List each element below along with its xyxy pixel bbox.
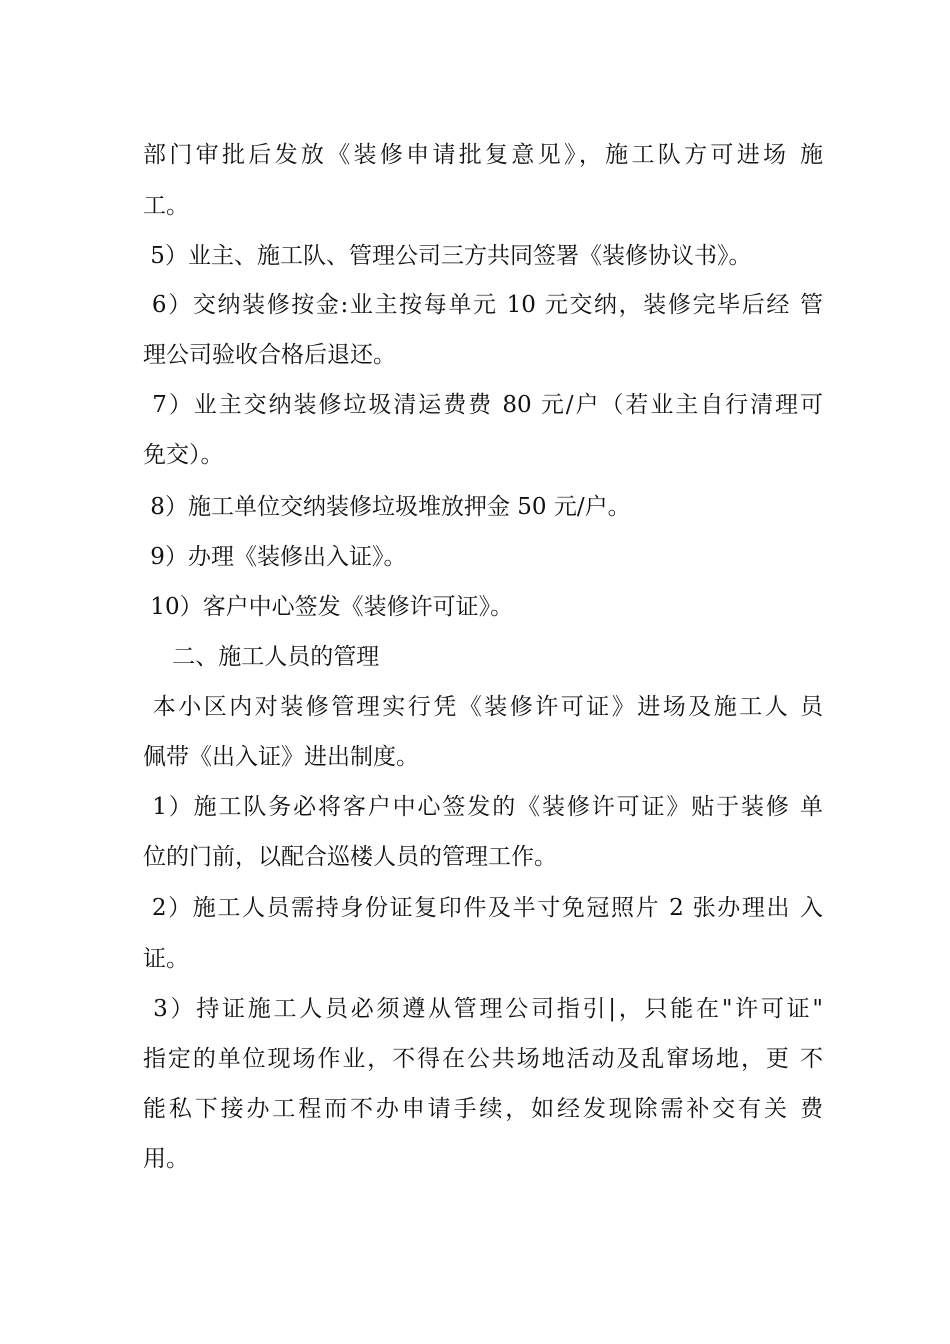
text-line: 8）施工单位交纳装修垃圾堆放押金 50 元/户。 [143,494,631,520]
text-line: 工。 [143,193,189,219]
text-line: 能私下接办工程而不办申请手续，如经发现除需补交有关 费 [143,1096,823,1122]
text-line: 位的门前，以配合巡楼人员的管理工作。 [143,844,557,870]
text-line: 本小区内对装修管理实行凭《装修许可证》进场及施工人 员 [143,694,823,720]
text-line: 免交）。 [143,442,224,468]
text-line: 3）持证施工人员必须遵从管理公司指引|，只能在"许可证" [143,996,823,1022]
text-line: 指定的单位现场作业，不得在公共场地活动及乱窜场地，更 不 [143,1046,823,1072]
text-line: 7）业主交纳装修垃圾清运费费 80 元/户（若业主自行清理可 [143,392,823,418]
text-line: 5）业主、施工队、管理公司三方共同签署《装修协议书》。 [143,243,752,269]
text-line: 2）施工人员需持身份证复印件及半寸免冠照片 2 张办理出 入 [143,895,823,921]
text-line: 部门审批后发放《装修申请批复意见》，施工队方可进场 施 [143,142,823,168]
text-line: 1）施工队务必将客户中心签发的《装修许可证》贴于装修 单 [143,794,823,820]
text-line: 用。 [143,1146,189,1172]
text-line: 6）交纳装修按金:业主按每单元 10 元交纳，装修完毕后经 管 [143,292,823,318]
text-line: 9）办理《装修出入证》。 [143,544,407,570]
text-line: 理公司验收合格后退还。 [143,342,396,368]
text-line: 佩带《出入证》进出制度。 [143,744,419,770]
section-heading: 二、施工人员的管理 [143,644,380,670]
text-line: 证。 [143,946,189,972]
text-line: 10）客户中心签发《装修许可证》。 [143,594,514,620]
